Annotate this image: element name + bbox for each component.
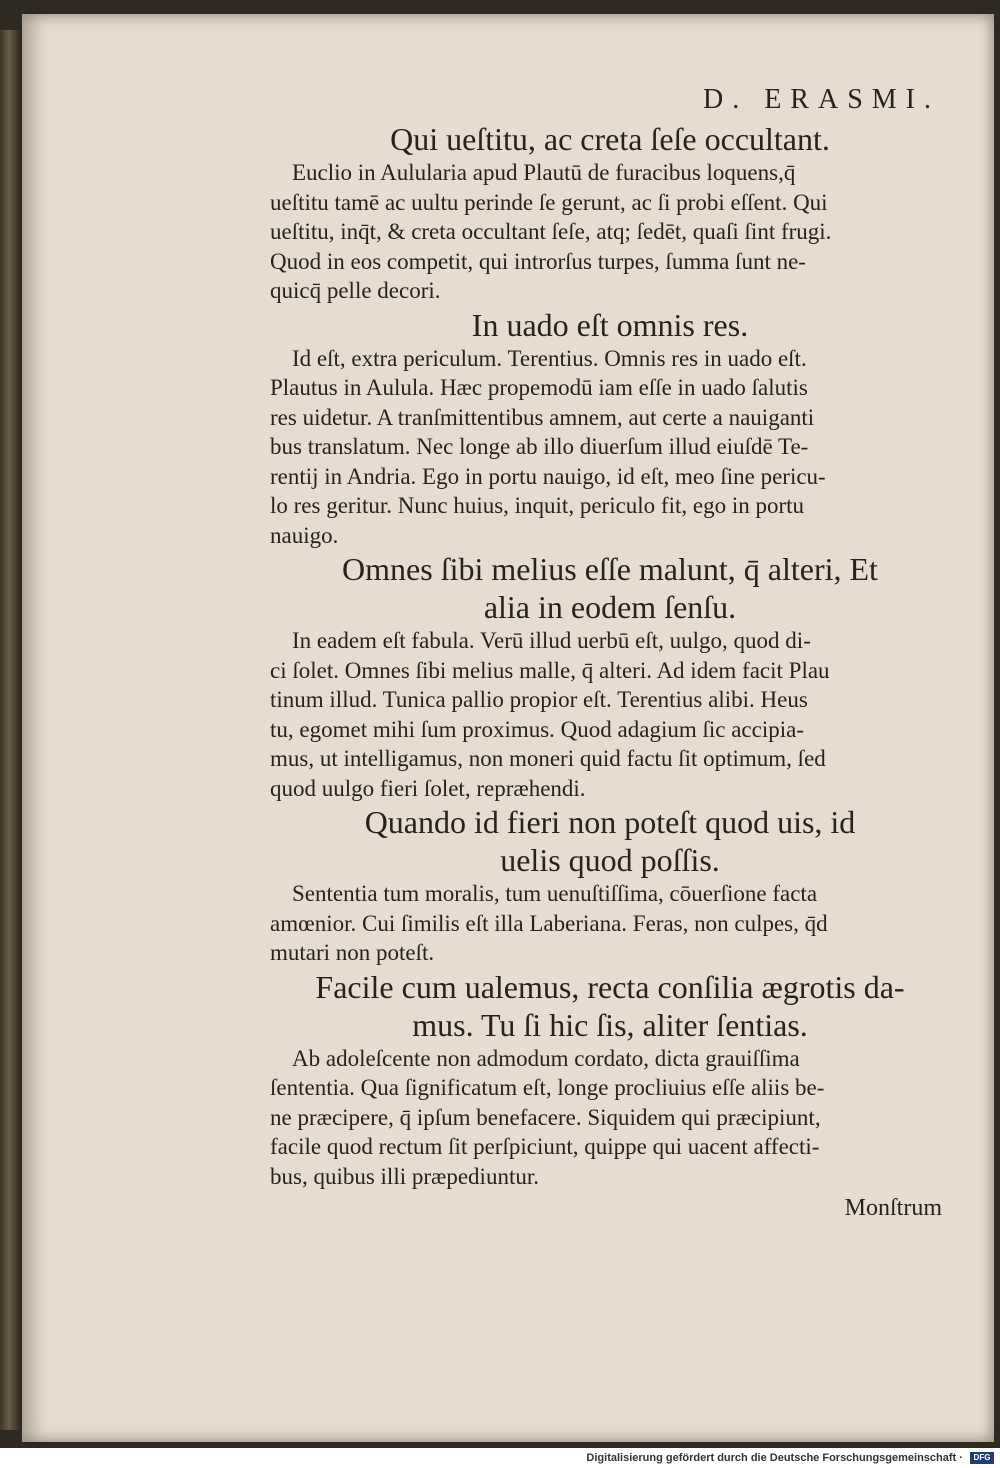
- adage-section: [270, 306, 950, 551]
- adage-heading-line: mus. Tu ſi hic ſis, aliter ſentias.: [412, 1006, 808, 1043]
- page-text-block: [270, 80, 950, 1222]
- commentary-line: rentij in Andria. Ego in portu nauigo, id eſt, meo ſine pericu-: [270, 463, 826, 489]
- commentary-line: ci ſolet. Omnes ſibi melius malle, q̄ alteri. Ad idem facit Plau: [270, 657, 830, 683]
- commentary-line: tu, egomet mihi ſum proximus. Quod adagium ſic accipia-: [270, 716, 804, 742]
- commentary-line: mus, ut intelligamus, non moneri quid factu ſit optimum, ſed: [270, 746, 826, 771]
- adage-section: [270, 968, 950, 1192]
- commentary-line: quod uulgo fieri ſolet, repræhendi.: [270, 775, 586, 801]
- commentary-line: res uidetur. A tranſmittentibus amnem, aut certe a nauiganti: [270, 404, 815, 430]
- commentary-line: Quod in eos competit, qui introrſus turpes, ſumma ſunt ne-: [270, 248, 806, 274]
- adage-section: [270, 803, 950, 968]
- commentary-line: Ab adoleſcente non admodum cordato, dicta grauiſſima: [292, 1045, 800, 1071]
- commentary-line: bus, quibus illi præpediuntur.: [270, 1163, 539, 1189]
- funding-credit: Digitalisierung gefördert durch die Deutsche Forschungsgemeinschaft ·: [586, 1452, 963, 1464]
- commentary-line: lo res geritur. Nunc huius, inquit, periculo fit, ego in portu: [270, 493, 805, 518]
- adage-sections: [270, 120, 950, 1191]
- adage-heading-line: uelis quod poſſis.: [500, 842, 720, 878]
- digitization-footer: [0, 1448, 1000, 1468]
- commentary-line: nauigo.: [270, 522, 339, 548]
- commentary-line: ne præcipere, q̄ ipſum benefacere. Siquidem qui præcipiunt,: [270, 1104, 821, 1130]
- commentary-line: Sententia tum moralis, tum uenuſtiſſima, cōuerſione facta: [292, 881, 818, 906]
- commentary-line: ueſtitu tamē ac uultu perinde ſe gerunt, ac ſi probi eſſent. Qui: [270, 189, 828, 215]
- commentary-line: facile quod rectum ſit perſpiciunt, quippe qui uacent affecti-: [270, 1134, 820, 1159]
- commentary-line: amœnior. Cui ſimilis eſt illa Laberiana. Feras, non culpes, q̄d: [270, 910, 828, 936]
- commentary-line: bus translatum. Nec longe ab illo diuerſum illud eiuſdē Te-: [270, 434, 809, 459]
- adage-commentary: [270, 344, 950, 551]
- book-spine-edge: [0, 30, 22, 1430]
- adage-commentary: [270, 879, 950, 968]
- adage-commentary: [270, 1044, 950, 1192]
- commentary-line: Euclio in Aulularia apud Plautū de furacibus loquens,q̄: [292, 160, 796, 185]
- adage-section: [270, 550, 950, 803]
- commentary-line: tinum illud. Tunica pallio propior eſt. Terentius alibi. Heus: [270, 687, 808, 712]
- adage-heading-line: Quando id fieri non poteſt quod uis, id: [364, 804, 856, 840]
- dfg-logo: DFG: [970, 1452, 994, 1464]
- adage-heading-line: In uado eſt omnis res.: [471, 306, 749, 343]
- adage-commentary: [270, 626, 950, 803]
- adage-heading-line: Omnes ſibi melius eſſe malunt, q̄ alteri, Et: [342, 551, 878, 587]
- commentary-line: ſententia. Qua ſignificatum eſt, longe procliuius eſſe aliis be-: [270, 1075, 825, 1100]
- commentary-line: In eadem eſt fabula. Verū illud uerbū eſt, uulgo, quod di-: [292, 628, 811, 653]
- commentary-line: mutari non poteſt.: [270, 940, 435, 965]
- adage-commentary: [270, 158, 950, 306]
- catchword: Monſtrum: [844, 1195, 942, 1221]
- commentary-line: quicq̄ pelle decori.: [270, 278, 441, 303]
- adage-heading-line: Qui ueſtitu, ac creta ſeſe occultant.: [390, 121, 830, 157]
- adage-section: [270, 120, 950, 306]
- adage-heading-line: Facile cum ualemus, recta conſilia ægrotis da-: [315, 968, 905, 1005]
- commentary-line: Plautus in Aulula. Hæc propemodū iam eſſe in uado ſalutis: [270, 375, 808, 400]
- commentary-line: ueſtitu, inq̄t, & creta occultant ſeſe, atq; ſedēt, quaſi ſint frugi.: [270, 219, 832, 244]
- commentary-line: Id eſt, extra periculum. Terentius. Omnis res in uado eſt.: [292, 345, 807, 371]
- adage-heading-line: alia in eodem ſenſu.: [483, 589, 737, 625]
- running-head: D. ERASMI.: [702, 84, 940, 115]
